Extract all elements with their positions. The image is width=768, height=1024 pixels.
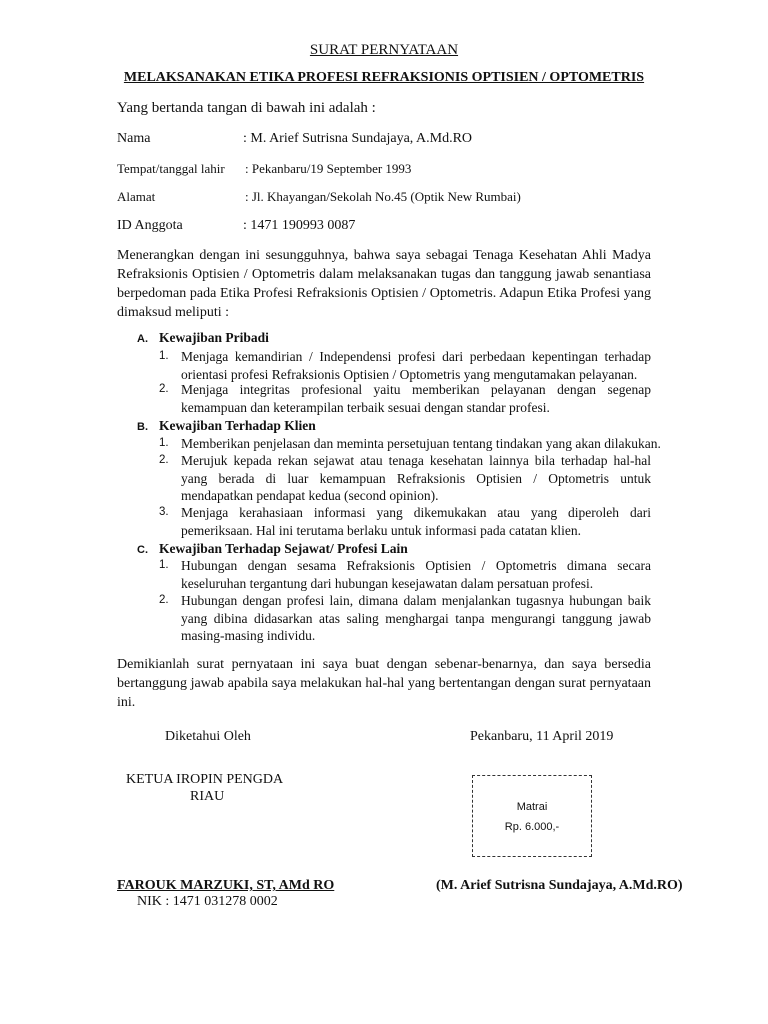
list-item xyxy=(159,435,661,453)
label-ttl: Tempat/tanggal lahir xyxy=(117,161,225,176)
section-b-heading xyxy=(137,418,316,434)
document-subtitle: MELAKSANAKAN ETIKA PROFESI REFRAKSIONIS OPTISIEN / OPTOMETRIS xyxy=(123,70,645,85)
signer-right-name: (M. Arief Sutrisna Sundajaya, A.Md.RO) xyxy=(436,878,683,893)
label-nama: Nama xyxy=(117,131,151,146)
list-item-text: Merujuk kepada rekan sejawat atau tenaga kesehatan lainnya bila terhadap hal-hal yang berada di luar kemampuan Refraksionis Optisien / Optometris untuk mendapatkan pendapat kedua (second opinion). xyxy=(181,453,651,503)
list-item xyxy=(159,452,651,506)
signer-left-name: FAROUK MARZUKI, ST, AMd RO xyxy=(117,878,335,893)
list-item-text: Menjaga kerahasiaan informasi yang dikemukakan atau yang diperoleh dari pemeriksaan. Hal ini terutama berlaku untuk informasi pada catatan klien. xyxy=(181,505,651,538)
section-b-marker: B. xyxy=(137,421,148,433)
list-item xyxy=(159,592,651,646)
section-b-title: Kewajiban Terhadap Klien xyxy=(159,418,316,433)
statement-paragraph: Menerangkan dengan ini sesungguhnya, bahwa saya sebagai Tenaga Kesehatan Ahli Madya Refraksionis Optisien / Optometris dalam melaksanakan tugas dan tanggung jawab senantiasa berpedoman pada Etika Profesi Refraksionis Optisien / Optometris. Adapun Etika Profesi yang dimaksud meliputi : xyxy=(117,248,651,320)
list-item xyxy=(159,557,651,593)
list-item-text: Menjaga kemandirian / Independensi profesi dari perbedaan kepentingan terhadap orientasi profesi Refraksionis Optisien / Optometris yang mengutamakan pelayanan. xyxy=(181,349,651,382)
section-c-marker: C. xyxy=(137,544,148,556)
list-item-text: Hubungan dengan sesama Refraksionis Optisien / Optometris dimana secara keseluruhan tergantung dari hubungan kesejawatan dalam persatuan profesi. xyxy=(181,558,651,591)
role-line-2: RIAU xyxy=(190,789,225,804)
list-item-number: 3. xyxy=(159,506,169,518)
list-item-number: 1. xyxy=(159,350,169,362)
section-a-title: Kewajiban Pribadi xyxy=(159,330,269,345)
list-item-text: Menjaga integritas profesional yaitu memberikan pelayanan dengan segenap kemampuan dan keterampilan terbaik sesuai dengan standar profesi. xyxy=(181,382,651,415)
stamp-label: Matrai xyxy=(516,801,548,813)
list-item-number: 1. xyxy=(159,437,169,449)
list-item-text: Memberikan penjelasan dan meminta persetujuan tentang tindakan yang akan dilakukan. xyxy=(181,436,661,451)
section-c-title: Kewajiban Terhadap Sejawat/ Profesi Lain xyxy=(159,541,408,556)
list-item-number: 2. xyxy=(159,594,169,606)
label-id-anggota: ID Anggota xyxy=(117,218,183,233)
role-line-1: KETUA IROPIN PENGDA xyxy=(126,772,284,787)
stamp-box xyxy=(472,775,592,857)
list-item xyxy=(159,381,651,417)
place-date: Pekanbaru, 11 April 2019 xyxy=(470,729,614,744)
list-item-text: Hubungan dengan profesi lain, dimana dalam menjalankan tugasnya hubungan baik yang dibina didasarkan atas saling menghargai tanpa mengurangi tanggung jawab masing-masing individu. xyxy=(181,593,651,643)
section-c-heading xyxy=(137,541,408,557)
known-by-label: Diketahui Oleh xyxy=(165,729,251,744)
document-title: SURAT PERNYATAAN xyxy=(309,42,459,58)
section-a-heading xyxy=(137,330,269,346)
list-item-number: 2. xyxy=(159,383,169,395)
signer-left-nik: NIK : 1471 031278 0002 xyxy=(137,894,278,909)
value-ttl: : Pekanbaru/19 September 1993 xyxy=(245,161,412,176)
label-alamat: Alamat xyxy=(117,189,156,204)
intro-text: Yang bertanda tangan di bawah ini adalah : xyxy=(117,100,376,116)
list-item xyxy=(159,504,651,540)
value-alamat: : Jl. Khayangan/Sekolah No.45 (Optik New Rumbai) xyxy=(245,189,521,204)
list-item-number: 1. xyxy=(159,559,169,571)
stamp-amount: Rp. 6.000,- xyxy=(504,821,560,833)
list-item-number: 2. xyxy=(159,454,169,466)
value-id-anggota: : 1471 190993 0087 xyxy=(243,218,356,233)
list-item xyxy=(159,348,651,384)
value-nama: : M. Arief Sutrisna Sundajaya, A.Md.RO xyxy=(243,131,473,146)
section-a-marker: A. xyxy=(137,333,148,345)
closing-paragraph: Demikianlah surat pernyataan ini saya buat dengan sebenar-benarnya, dan saya bersedia bertanggung jawab apabila saya melakukan hal-hal yang bertentangan dengan surat pernyataan ini. xyxy=(117,657,651,710)
